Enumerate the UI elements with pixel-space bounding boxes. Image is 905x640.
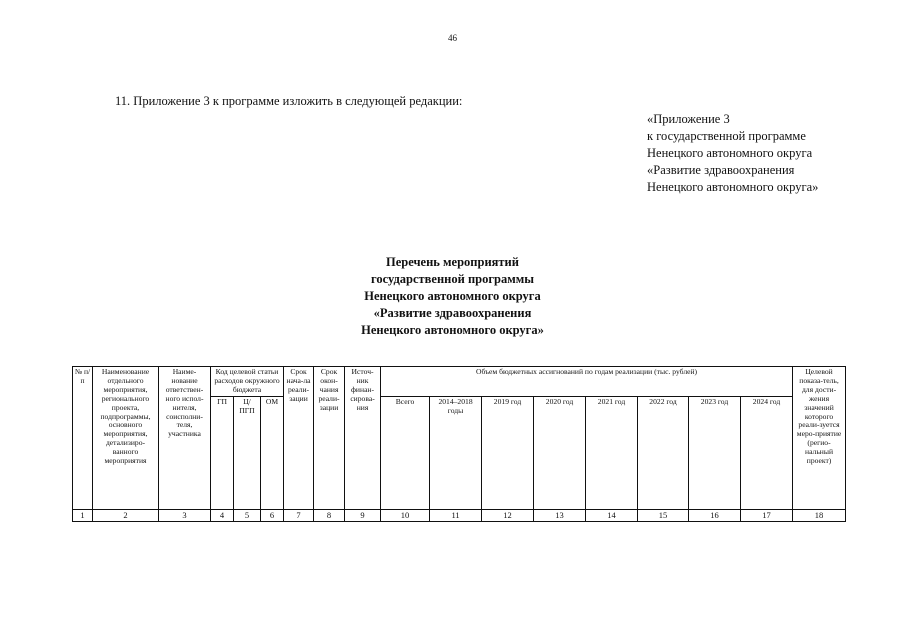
column-number: 13	[534, 509, 586, 521]
column-number: 1	[73, 509, 93, 521]
column-number: 15	[638, 509, 689, 521]
header-end-term: Срок окон-чания реали-зации	[314, 367, 345, 510]
header-budget-code: Код целевой статьи расходов окружного бюджета	[211, 367, 284, 397]
appendix-line: к государственной программе	[647, 129, 806, 143]
header-year-2020: 2020 год	[534, 396, 586, 509]
column-number: 12	[482, 509, 534, 521]
header-code-gp: ГП	[211, 396, 234, 509]
column-number: 2	[93, 509, 159, 521]
header-year-2019: 2019 год	[482, 396, 534, 509]
header-year-total: Всего	[381, 396, 430, 509]
column-numbers-row	[73, 509, 846, 521]
header-funding-source: Источ-ник финан-сирова-ния	[345, 367, 381, 510]
column-number: 9	[345, 509, 381, 521]
header-no: № п/п	[73, 367, 93, 510]
column-number: 17	[741, 509, 793, 521]
column-number: 5	[234, 509, 261, 521]
intro-text: 11. Приложение 3 к программе изложить в следующей редакции:	[115, 94, 463, 108]
column-number: 8	[314, 509, 345, 521]
header-start-term: Срок нача-ла реали-зации	[284, 367, 314, 510]
column-number: 4	[211, 509, 234, 521]
appendix-line: Ненецкого автономного округа»	[647, 180, 819, 194]
title-line: «Развитие здравоохранения	[373, 306, 532, 320]
measures-table	[72, 366, 846, 522]
column-number: 18	[793, 509, 846, 521]
appendix-header	[647, 111, 818, 196]
header-year-2023: 2023 год	[689, 396, 741, 509]
header-budget-volume: Объем бюджетных ассигнований по годам реализации (тыс. рублей)	[381, 367, 793, 397]
document-title	[0, 254, 905, 339]
header-code-cpgp: Ц/ ПГП	[234, 396, 261, 509]
column-number: 7	[284, 509, 314, 521]
title-line: Перечень мероприятий	[386, 255, 519, 269]
appendix-line: «Развитие здравоохранения	[647, 163, 795, 177]
title-line: Ненецкого автономного округа	[364, 289, 541, 303]
header-executor: Наиме-нование ответствен-ного испол-нителя, соисполни-теля, участника	[159, 367, 211, 510]
appendix-line: Ненецкого автономного округа	[647, 146, 813, 160]
header-year-2014-2018: 2014–2018 годы	[430, 396, 482, 509]
header-measure-name: Наименование отдельного мероприятия, регионального проекта, подпрограммы, основного мероприятия, детализиро-ванного мероприятия	[93, 367, 159, 510]
header-year-2024: 2024 год	[741, 396, 793, 509]
column-number: 14	[586, 509, 638, 521]
page-number: 46	[448, 33, 457, 43]
title-line: государственной программы	[370, 272, 535, 286]
column-number: 10	[381, 509, 430, 521]
column-number: 3	[159, 509, 211, 521]
header-code-om: ОМ	[261, 396, 284, 509]
column-number: 16	[689, 509, 741, 521]
title-line: Ненецкого автономного округа»	[361, 323, 544, 337]
header-year-2022: 2022 год	[638, 396, 689, 509]
appendix-line: «Приложение 3	[647, 112, 730, 126]
header-target-indicator: Целевой показа-тель, для дости-жения значений которого реали-зуется меро-приятие (регио-нальный проект)	[793, 367, 846, 510]
header-year-2021: 2021 год	[586, 396, 638, 509]
column-number: 6	[261, 509, 284, 521]
column-number: 11	[430, 509, 482, 521]
